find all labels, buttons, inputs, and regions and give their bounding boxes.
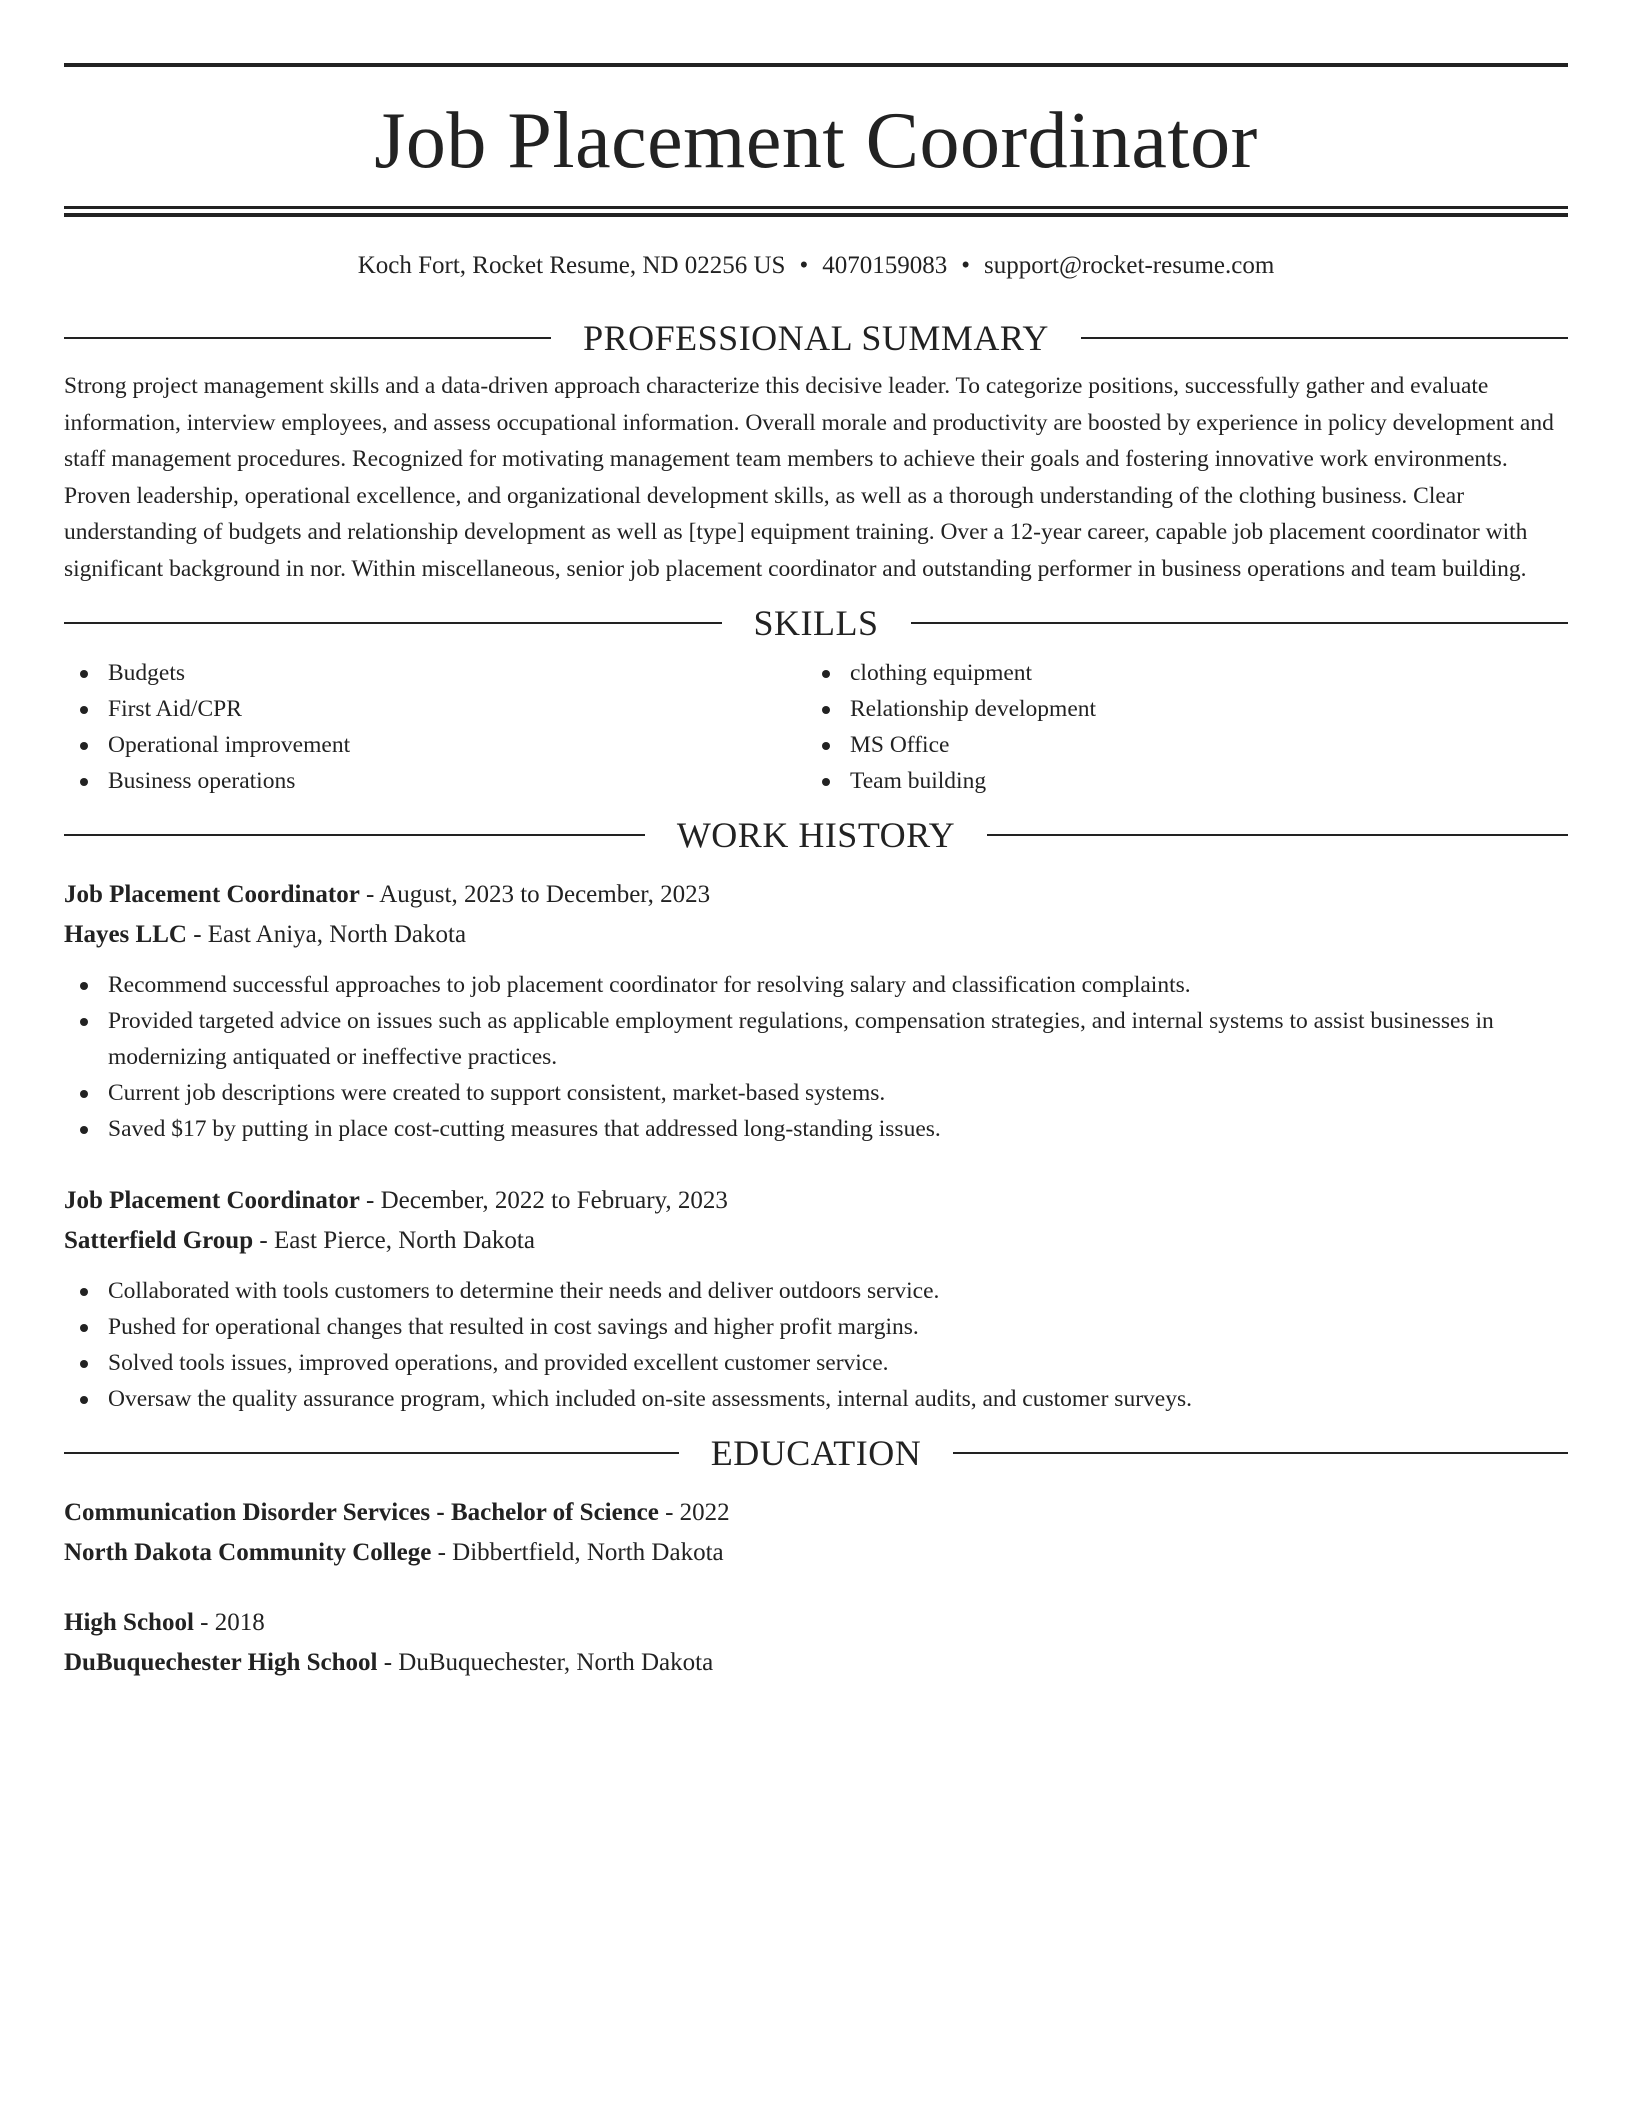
education-year: - 2022 [658,1499,730,1526]
job-bullet: Recommend successful approaches to job placement coordinator for resolving salary and classification complaints. [64,967,1568,1003]
skills-heading: SKILLS [753,603,879,643]
section-rule [953,1452,1568,1454]
education-school: North Dakota Community College [64,1539,432,1566]
section-rule [64,1452,679,1454]
resume-title: Job Placement Coordinator [374,97,1258,185]
job-entry [64,875,1568,1147]
job-location: - East Pierce, North Dakota [253,1227,535,1254]
education-degree: High School [64,1609,194,1636]
job-bullet: Collaborated with tools customers to determine their needs and deliver outdoors service. [64,1273,1568,1309]
contact-phone: 4070159083 [822,252,948,279]
job-company: Hayes LLC [64,921,187,948]
education-school-line [64,1533,1568,1573]
job-bullet: Solved tools issues, improved operations, and provided excellent customer service. [64,1345,1568,1381]
section-rule [987,834,1568,836]
job-bullet: Provided targeted advice on issues such as applicable employment regulations, compensation strategies, and internal systems to assist businesses in modernizing antiquated or ineffective practices. [64,1003,1568,1075]
skills-list [64,655,1568,799]
section-rule [64,834,645,836]
contact-address: Koch Fort, Rocket Resume, ND 02256 US [357,252,786,279]
summary-heading: PROFESSIONAL SUMMARY [583,318,1049,358]
education-entry [64,1493,1568,1573]
contact-separator: • [799,252,809,279]
job-title-line [64,1181,1568,1221]
job-company: Satterfield Group [64,1227,254,1254]
job-bullet: Oversaw the quality assurance program, which included on-site assessments, internal audits, and customer surveys. [64,1381,1568,1417]
contact-separator: • [961,252,970,279]
skill-item: Team building [806,763,1548,799]
education-degree-line [64,1603,1568,1643]
education-degree-line [64,1493,1568,1533]
work-section-header [64,813,1568,857]
summary-section-header [64,316,1568,360]
contact-line [64,250,1568,282]
header-double-rule [64,206,1568,217]
section-rule [1081,337,1568,339]
skill-item: Relationship development [806,691,1548,727]
skills-section-header [64,601,1568,645]
skill-item: Operational improvement [64,727,806,763]
job-title: Job Placement Coordinator [64,881,360,908]
education-school: DuBuquechester High School [64,1649,378,1676]
education-year: - 2018 [193,1609,265,1636]
education-section-header [64,1431,1568,1475]
job-bullet: Saved $17 by putting in place cost-cutting measures that addressed long-standing issues. [64,1111,1568,1147]
job-title: Job Placement Coordinator [64,1187,360,1214]
education-location: - DuBuquechester, North Dakota [377,1649,714,1676]
resume-page [64,0,1568,1683]
job-dates: - December, 2022 to February, 2023 [359,1187,728,1214]
job-title-line [64,875,1568,915]
job-dates: - August, 2023 to December, 2023 [359,881,711,908]
skill-item: Budgets [64,655,806,691]
work-heading: WORK HISTORY [676,815,956,855]
job-company-line [64,915,1568,955]
skills-column-left [64,655,806,799]
education-degree: Communication Disorder Services - Bachelor of Science [64,1499,659,1526]
skill-item: MS Office [806,727,1548,763]
summary-text: Strong project management skills and a data-driven approach characterize this decisive leader. To categorize positions, successfully gather and evaluate information, interview employees, and assess occupational information. Overall morale and productivity are boosted by experience in policy development and staff management procedures. Recognized for motivating management team members to achieve their goals and fostering innovative work environments. Proven leadership, operational excellence, and organizational development skills, as well as a thorough understanding of the clothing business. Clear understanding of budgets and relationship development as well as [type] equipment training. Over a 12-year career, capable job placement coordinator with significant background in nor. Within miscellaneous, senior job placement coordinator and outstanding performer in business operations and team building. [64,373,1554,582]
education-school-line [64,1643,1568,1683]
section-rule [64,337,551,339]
job-bullets [64,967,1568,1147]
contact-email: support@rocket-resume.com [983,252,1275,279]
section-rule [911,622,1569,624]
education-location: - Dibbertfield, North Dakota [431,1539,724,1566]
job-bullet: Current job descriptions were created to support consistent, market-based systems. [64,1075,1568,1111]
skill-item: First Aid/CPR [64,691,806,727]
skills-column-right [806,655,1548,799]
education-heading: EDUCATION [710,1433,922,1473]
job-bullets [64,1273,1568,1417]
education-entry [64,1603,1568,1683]
header-top-rule [64,63,1568,67]
skill-item: clothing equipment [806,655,1548,691]
job-bullet: Pushed for operational changes that resulted in cost savings and higher profit margins. [64,1309,1568,1345]
job-company-line [64,1221,1568,1261]
section-rule [64,622,722,624]
job-location: - East Aniya, North Dakota [186,921,467,948]
job-entry [64,1181,1568,1417]
skill-item: Business operations [64,763,806,799]
